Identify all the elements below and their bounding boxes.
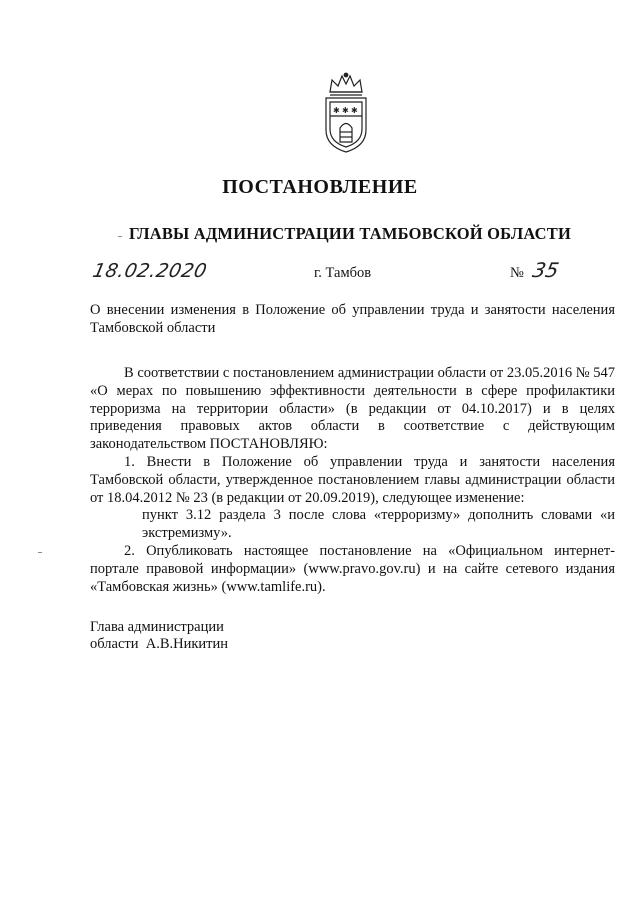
signature-position: Глава администрации [90,619,224,635]
item-1-detail: пункт 3.12 раздела 3 после слова «терроризму» дополнить словами «и экстремизму». [142,507,615,542]
svg-text:✱: ✱ [342,106,349,115]
scan-mark [38,552,42,553]
handwritten-date: 18.02.2020 [90,260,210,282]
signature-name-line [90,636,228,653]
item-1-paragraph: 1. Внести в Положение об управлении труда и занятости населения Тамбовской области, утвержденное постановлением главы администрации области от 18.04.2012 № 23 (в редакции от 20.09.2019), следующее изменение: [90,453,615,506]
svg-text:✱: ✱ [351,106,358,115]
signature-position-2: области [90,636,139,652]
preamble-paragraph: В соответствии с постановлением администрации области от 23.05.2016 № 547 «О мерах по повышению эффективности деятельности в сфере профилактики терроризма на территории области» (в редакции от 04.10.2017) и в целях приведения правовых актов области в соответствие с действующим законодательством ПОСТАНОВЛЯЮ: [90,365,615,453]
signature-name: А.В.Никитин [145,636,229,652]
signature-block [90,619,228,653]
document-subtitle: ГЛАВЫ АДМИНИСТРАЦИИ ТАМБОВСКОЙ ОБЛАСТИ [129,224,571,243]
item-2-paragraph: 2. Опубликовать настоящее постановление на «Официальном интернет-портале правовой информации» (www.pravo.gov.ru) и на сайте сетевого издания «Тамбовская жизнь» (www.tamlife.ru). [90,542,615,595]
scan-mark [118,236,122,237]
number-label: № [510,265,524,281]
document-subject: О внесении изменения в Положение об управлении труда и занятости населения Тамбовской области [90,302,615,336]
city-label: г. Тамбов [314,265,372,281]
coat-of-arms-icon [318,72,374,154]
document-body [90,365,615,596]
svg-text:✱: ✱ [333,106,340,115]
handwritten-number: 35 [530,258,562,282]
document-title: ПОСТАНОВЛЕНИЕ [222,176,418,198]
